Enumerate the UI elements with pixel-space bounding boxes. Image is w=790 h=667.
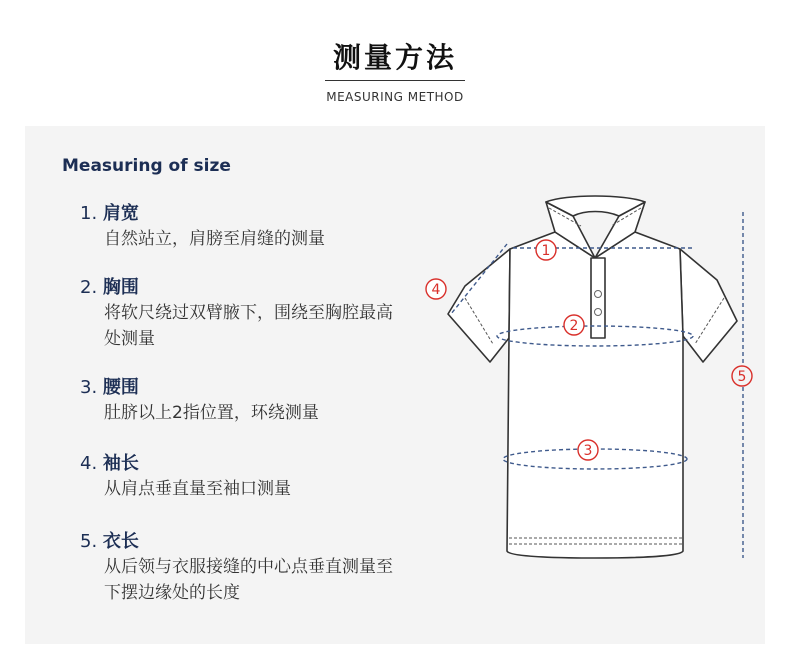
step-number: 1. <box>80 203 98 224</box>
step-number: 5. <box>80 531 98 552</box>
step-description: 从肩点垂直量至袖口测量 <box>104 479 291 499</box>
step-number: 3. <box>80 377 98 398</box>
marker-3 <box>578 440 598 460</box>
shirt-outline <box>448 196 737 558</box>
page-subtitle: MEASURING METHOD <box>326 90 464 104</box>
step-number: 2. <box>80 277 98 298</box>
step-garment-length <box>80 530 400 606</box>
title-underline <box>325 80 465 81</box>
step-waist <box>80 376 400 426</box>
marker-1 <box>536 240 556 260</box>
step-description: 自然站立，肩膀至肩缝的测量 <box>104 229 325 249</box>
marker-5 <box>732 366 752 386</box>
svg-text:1: 1 <box>541 243 551 259</box>
panel-heading: Measuring of size <box>62 156 231 176</box>
marker-2 <box>564 315 584 335</box>
measurement-panel <box>25 126 765 644</box>
step-description: 肚脐以上2指位置，环绕测量 <box>104 403 319 423</box>
step-name: 胸围 <box>102 277 139 298</box>
svg-text:5: 5 <box>737 369 747 385</box>
step-name: 袖长 <box>102 453 139 474</box>
svg-text:2: 2 <box>569 318 579 334</box>
step-chest <box>80 276 400 352</box>
marker-4 <box>426 279 446 299</box>
polo-shirt-diagram <box>425 186 765 636</box>
step-number: 4. <box>80 453 98 474</box>
step-name: 腰围 <box>102 377 139 398</box>
step-name: 肩宽 <box>102 203 139 224</box>
step-description: 将软尺绕过双臂腋下，围绕至胸腔最高处测量 <box>104 303 393 349</box>
step-shoulder-width <box>80 202 400 252</box>
step-title <box>80 452 400 476</box>
step-title <box>80 276 400 300</box>
step-title <box>80 530 400 554</box>
page-title: 测量方法 <box>332 41 457 74</box>
step-title <box>80 202 400 226</box>
svg-text:3: 3 <box>583 443 593 459</box>
step-title <box>80 376 400 400</box>
step-name: 衣长 <box>102 531 139 552</box>
step-sleeve-length <box>80 452 400 502</box>
page-header <box>0 0 790 126</box>
step-description: 从后领与衣服接缝的中心点垂直测量至下摆边缘处的长度 <box>104 557 393 603</box>
svg-text:4: 4 <box>431 282 441 298</box>
